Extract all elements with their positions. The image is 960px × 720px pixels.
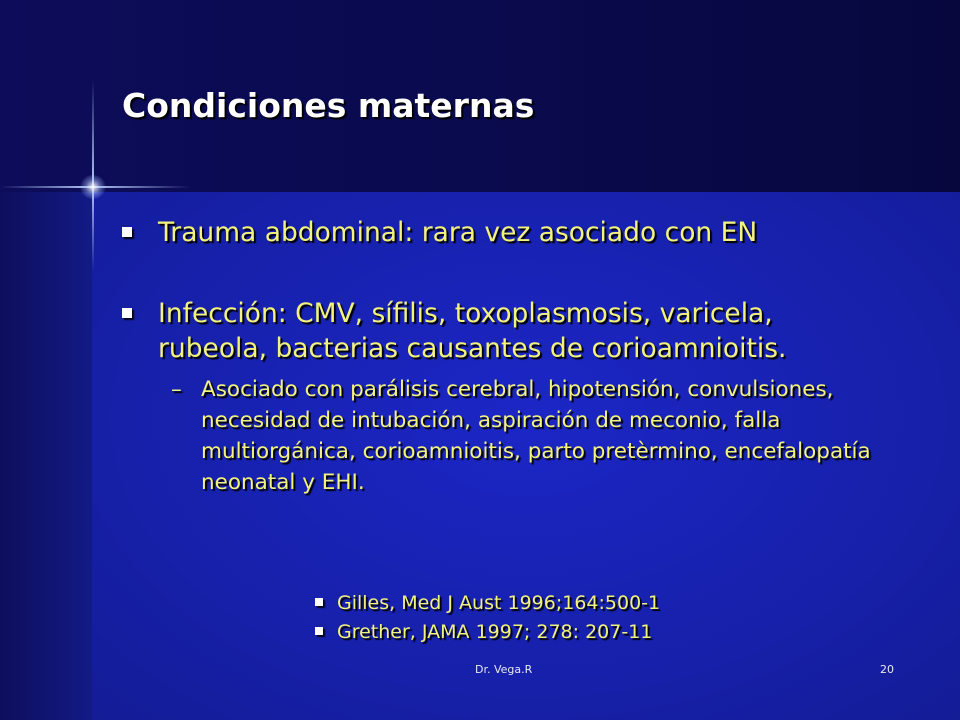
square-bullet-icon [315,598,323,606]
sub-bullet-text: Asociado con parálisis cerebral, hipotensión, convulsiones, necesidad de intubación, aspiración de meconio, falla multiorgánica, corioamnioitis, parto pretèrmino, encefalopatía neonatal y EHI. [201,377,871,495]
left-band [0,192,92,720]
light-flare-icon [80,175,106,199]
square-bullet-icon [315,627,323,635]
reference-text: Gilles, Med J Aust 1996;164:500-1 [337,592,661,614]
dash-marker: – [171,377,182,402]
reference-text: Grether, JAMA 1997; 278: 207-11 [337,621,653,643]
page-number: 20 [880,663,894,676]
bullet-text: Trauma abdominal: rara vez asociado con EN [158,217,758,248]
square-bullet-icon [122,227,132,237]
square-bullet-icon [122,308,132,318]
slide-title: Condiciones maternas [122,86,535,125]
footer-author: Dr. Vega.R [475,663,533,676]
bullet-text: Infección: CMV, sífilis, toxoplasmosis, varicela, rubeola, bacterias causantes de corioamnioitis. [158,298,787,364]
